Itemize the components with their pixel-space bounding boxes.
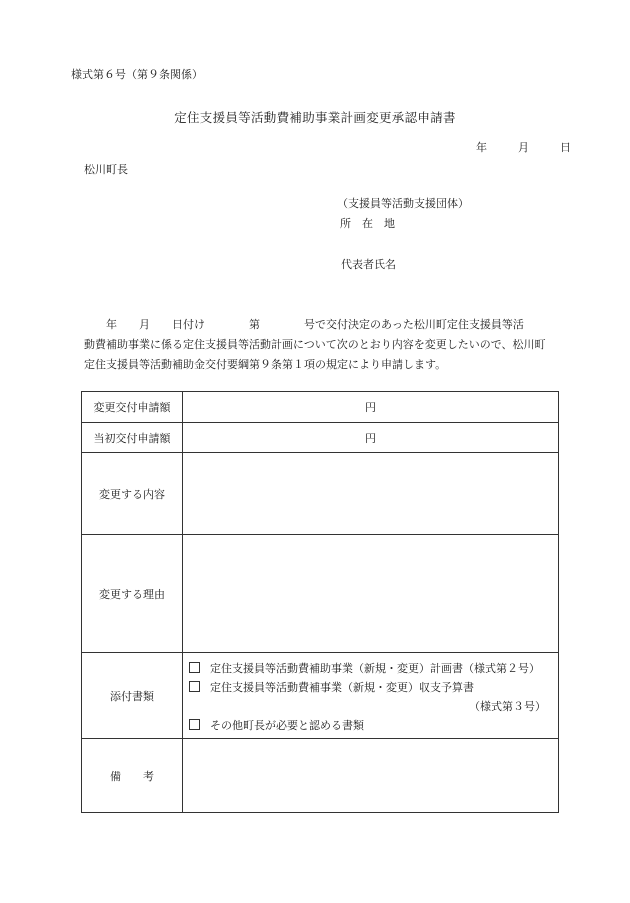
original-amount-field[interactable]: 円 xyxy=(183,423,559,453)
attachment-item-label: 定住支援員等活動費補事業（新規・変更）収支予算書 xyxy=(210,680,474,694)
change-content-field[interactable] xyxy=(183,453,559,535)
attachment-item[interactable] xyxy=(189,716,558,735)
applicant-address-label: 所 在 地 xyxy=(340,217,395,230)
date-day: 日 xyxy=(560,141,571,154)
remarks-label: 備 考 xyxy=(82,739,183,813)
remarks-field[interactable] xyxy=(183,739,559,813)
change-amount-field[interactable]: 円 xyxy=(183,392,559,423)
change-amount-label: 変更交付申請額 xyxy=(82,392,183,423)
form-number: 様式第６号（第９条関係） xyxy=(71,68,203,81)
date-month: 月 xyxy=(518,141,529,154)
change-reason-label: 変更する理由 xyxy=(82,535,183,653)
recipient: 松川町長 xyxy=(84,163,128,176)
original-amount-label: 当初交付申請額 xyxy=(82,423,183,453)
checkbox-icon[interactable] xyxy=(189,662,200,673)
change-content-label: 変更する内容 xyxy=(82,453,183,535)
attachment-item-label: その他町長が必要と認める書類 xyxy=(210,718,364,732)
attachment-item-label: 定住支援員等活動費補助事業（新規・変更）計画書（様式第２号） xyxy=(210,661,540,675)
attachments-label: 添付書類 xyxy=(82,653,183,739)
body-line-2: 動費補助事業に係る定住支援員等活動計画について次のとおり内容を変更したいので、松川町 xyxy=(84,338,546,351)
date-year: 年 xyxy=(476,141,487,154)
application-table xyxy=(81,391,559,813)
checkbox-icon[interactable] xyxy=(189,719,200,730)
attachments-list xyxy=(183,653,559,739)
body-line-1: 年 月 日付け 第 号で交付決定のあった松川町定住支援員等活 xyxy=(84,318,524,331)
attachment-item[interactable] xyxy=(189,678,558,697)
body-text xyxy=(84,315,574,375)
attachment-item[interactable] xyxy=(189,659,558,678)
applicant-org-label: （支援員等活動支援団体） xyxy=(337,197,469,210)
change-reason-field[interactable] xyxy=(183,535,559,653)
attachment-item-note: （様式第３号） xyxy=(469,699,546,713)
body-line-3: 定住支援員等活動補助金交付要綱第９条第１項の規定により申請します。 xyxy=(84,358,447,371)
document-title: 定住支援員等活動費補助事業計画変更承認申請書 xyxy=(174,110,456,125)
applicant-rep-label: 代表者氏名 xyxy=(341,258,396,271)
date-line xyxy=(476,139,571,155)
checkbox-icon[interactable] xyxy=(189,681,200,692)
